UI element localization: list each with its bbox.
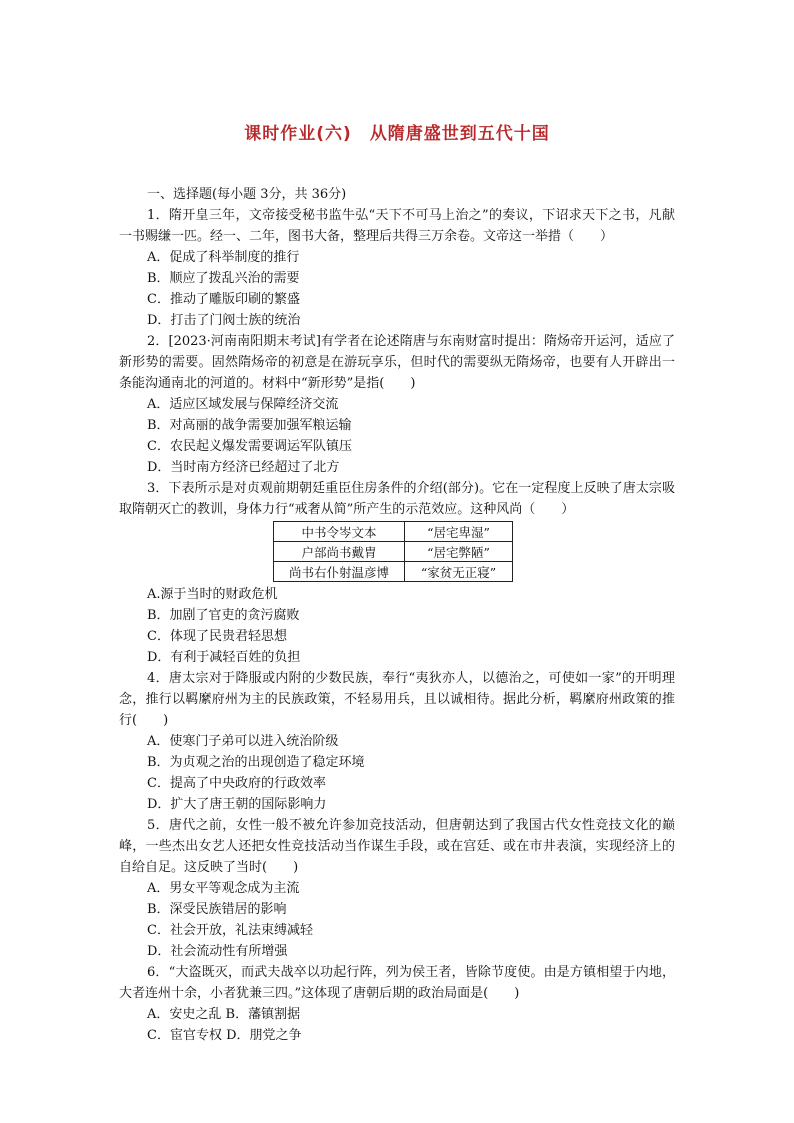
option-a: A．使寒门子弟可以进入统治阶级 [147, 734, 339, 749]
option-b: B．为贞观之治的出现创造了稳定环境 [147, 755, 365, 770]
section-heading: 一、选择题(每小题 3分，共 36分) [147, 187, 347, 202]
option-d: D．打击了门阀士族的统治 [147, 313, 301, 328]
option-a: A．男女平等观念成为主流 [147, 881, 300, 896]
question-5 [119, 815, 675, 962]
option-c: C．社会开放，礼法束缚减轻 [147, 923, 313, 938]
option-b: B．顺应了拨乱兴治的需要 [147, 271, 300, 286]
question-3 [119, 478, 675, 668]
question-stem: 5．唐代之前，女性一般不被允许参加竞技活动，但唐朝达到了我国古代女性竞技文化的巅峰，一些杰出女艺人还把女性竞技活动当作谋生手段，或在宫廷、或在市井表演，实现经济上的自给自足。这反映了当时( ) [119, 818, 675, 875]
question-4 [119, 668, 675, 815]
table-row [274, 542, 513, 562]
table-cell: 中书令岑文本 [274, 522, 405, 542]
question-1 [119, 205, 675, 331]
document-page [119, 120, 675, 1046]
option-b: B．深受民族错居的影响 [147, 902, 287, 917]
option-cd: C．宦官专权 D．朋党之争 [147, 1028, 302, 1043]
table-row [274, 562, 513, 582]
option-a: A．适应区域发展与保障经济交流 [147, 397, 339, 412]
option-ab: A．安史之乱 B．藩镇割据 [147, 1007, 301, 1022]
table-cell: 户部尚书戴胄 [274, 542, 405, 562]
question-6 [119, 962, 675, 1046]
table-row [274, 522, 513, 542]
question-stem: 2．[2023·河南南阳期末考试]有学者在论述隋唐与东南财富时提出：隋炀帝开运河，适应了新形势的需要。固然隋炀帝的初意是在游玩享乐，但时代的需要纵无隋炀帝，也要有人开辟出一条能沟通南北的河道的。材料中“新形势”是指( ) [119, 334, 675, 391]
housing-table [273, 521, 513, 582]
option-a: A.源于当时的财政危机 [147, 587, 278, 602]
option-d: D．扩大了唐王朝的国际影响力 [147, 797, 327, 812]
option-c: C．提高了中央政府的行政效率 [147, 776, 326, 791]
question-stem: 3．下表所示是对贞观前期朝廷重臣住房条件的介绍(部分)。它在一定程度上反映了唐太宗吸取隋朝灭亡的教训，身体力行“戒奢从简”所产生的示范效应。这种风尚（ ） [119, 481, 675, 517]
option-a: A．促成了科举制度的推行 [147, 250, 300, 265]
option-d: D．有利于减轻百姓的负担 [147, 650, 301, 665]
option-b: B．对高丽的战争需要加强军粮运输 [147, 418, 352, 433]
option-c: C．体现了民贵君轻思想 [147, 629, 287, 644]
option-b: B．加剧了官吏的贪污腐败 [147, 608, 300, 623]
question-stem: 1．隋开皇三年，文帝接受秘书监牛弘“天下不可马上治之”的奏议，下诏求天下之书，凡献一书赐缣一匹。经一、二年，图书大备，整理后共得三万余卷。文帝这一举措（ ） [119, 208, 675, 244]
question-2 [119, 331, 675, 478]
option-c: C．农民起义爆发需要调运军队镇压 [147, 439, 352, 454]
option-d: D．社会流动性有所增强 [147, 944, 288, 959]
option-d: D．当时南方经济已经超过了北方 [147, 460, 340, 475]
table-cell: 尚书右仆射温彦博 [274, 562, 405, 582]
question-stem: 6．“大盗既灭，而武夫战卒以功起行阵，列为侯王者，皆除节度使。由是方镇相望于内地，大者连州十余，小者犹兼三四。”这体现了唐朝后期的政治局面是( ) [119, 965, 675, 1001]
page-title: 课时作业(六) 从隋唐盛世到五代十国 [244, 124, 550, 144]
question-stem: 4．唐太宗对于降服或内附的少数民族，奉行“夷狄亦人，以德治之，可使如一家”的开明理念，推行以羁縻府州为主的民族政策，不轻易用兵，且以诚相待。据此分析，羁縻府州政策的推行( ) [119, 671, 675, 728]
option-c: C．推动了雕版印刷的繁盛 [147, 292, 300, 307]
table-cell: “居宅卑湿” [405, 522, 513, 542]
table-cell: “居宅弊陋” [405, 542, 513, 562]
table-cell: “家贫无正寝” [405, 562, 513, 582]
